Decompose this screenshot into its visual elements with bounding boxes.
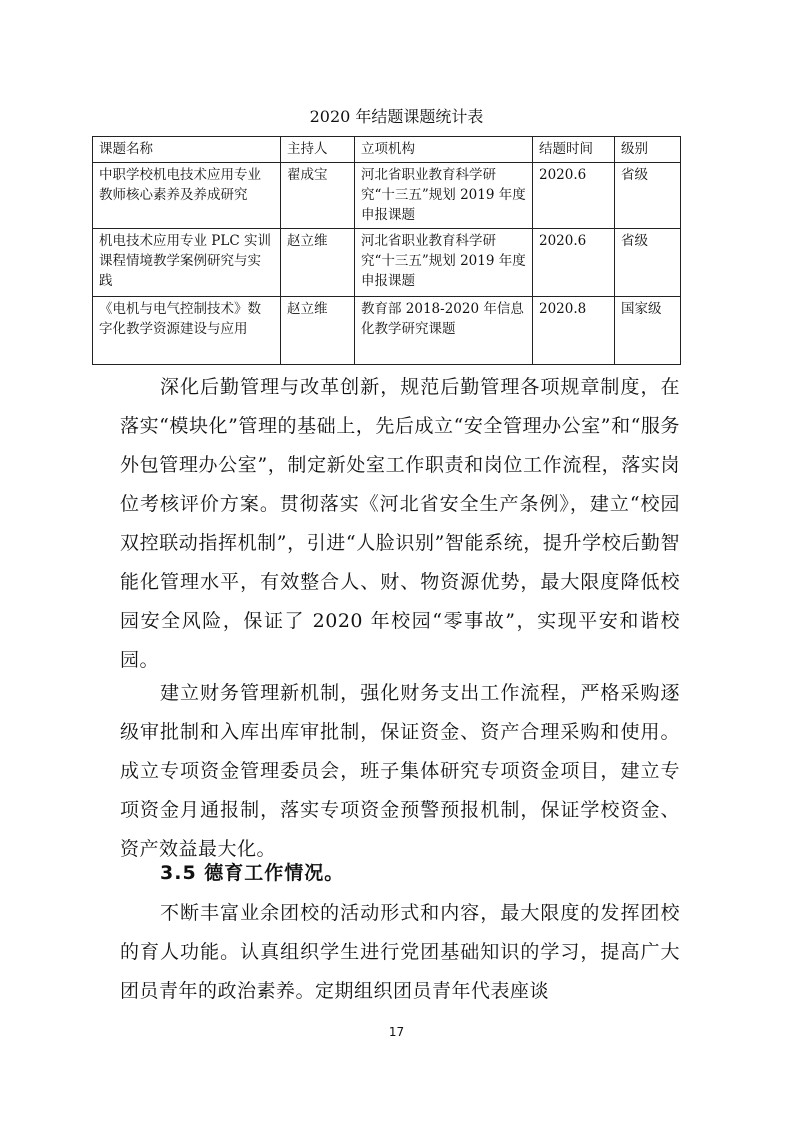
header-institution: 立项机构 bbox=[355, 137, 533, 163]
cell-completion-date: 2020.8 bbox=[533, 297, 615, 365]
body-section-finance bbox=[120, 674, 680, 869]
cell-project-name: 机电技术应用专业 PLC 实训课程情境教学案例研究与实践 bbox=[93, 229, 281, 297]
cell-institution: 河北省职业教育科学研究“十三五”规划 2019 年度申报课题 bbox=[355, 229, 533, 297]
cell-institution: 河北省职业教育科学研究“十三五”规划 2019 年度申报课题 bbox=[355, 163, 533, 229]
cell-level: 省级 bbox=[615, 229, 681, 297]
paragraph-logistics-management: 深化后勤管理与改革创新，规范后勤管理各项规章制度，在落实“模块化”管理的基础上，先后成立“安全管理办公室”和“服务外包管理办公室”，制定新处室工作职责和岗位工作流程，落实岗位考核评价方案。贯彻落实《河北省安全生产条例》，建立“校园双控联动指挥机制”，引进“人脸识别”智能系统，提升学校后勤智能化管理水平，有效整合人、财、物资源优势，最大限度降低校园安全风险，保证了 2020 年校园“零事故”，实现平安和谐校园。 bbox=[120, 376, 680, 671]
project-statistics-table bbox=[92, 136, 681, 365]
cell-project-name: 中职学校机电技术应用专业教师核心素养及养成研究 bbox=[93, 163, 281, 229]
table-title: 2020 年结题课题统计表 bbox=[309, 107, 484, 126]
cell-completion-date: 2020.6 bbox=[533, 229, 615, 297]
paragraph-youth-league-school: 不断丰富业余团校的活动形式和内容，最大限度的发挥团校的育人功能。认真组织学生进行党团基础知识的学习，提高广大团员青年的政治素养。定期组织团员青年代表座谈 bbox=[120, 902, 680, 1002]
section-heading-moral-education: 3.5 德育工作情况。 bbox=[160, 862, 345, 884]
header-level: 级别 bbox=[615, 137, 681, 163]
body-section-youth-league bbox=[120, 894, 680, 1011]
cell-level: 省级 bbox=[615, 163, 681, 229]
cell-institution: 教育部 2018-2020 年信息化教学研究课题 bbox=[355, 297, 533, 365]
header-host: 主持人 bbox=[281, 137, 355, 163]
cell-project-name: 《电机与电气控制技术》数字化教学资源建设与应用 bbox=[93, 297, 281, 365]
header-project-name: 课题名称 bbox=[93, 137, 281, 163]
cell-host: 赵立维 bbox=[281, 229, 355, 297]
table-row bbox=[93, 229, 681, 297]
body-section-logistics bbox=[120, 368, 680, 680]
cell-completion-date: 2020.6 bbox=[533, 163, 615, 229]
table-row bbox=[93, 163, 681, 229]
table-header-row bbox=[93, 137, 681, 163]
cell-host: 翟成宝 bbox=[281, 163, 355, 229]
cell-host: 赵立维 bbox=[281, 297, 355, 365]
header-completion-date: 结题时间 bbox=[533, 137, 615, 163]
paragraph-finance-management: 建立财务管理新机制，强化财务支出工作流程，严格采购逐级审批制和入库出库审批制，保证资金、资产合理采购和使用。成立专项资金管理委员会，班子集体研究专项资金项目，建立专项资金月通报制，落实专项资金预警预报机制，保证学校资金、资产效益最大化。 bbox=[120, 682, 680, 860]
cell-level: 国家级 bbox=[615, 297, 681, 365]
page-number: 17 bbox=[388, 1025, 405, 1039]
table-row bbox=[93, 297, 681, 365]
